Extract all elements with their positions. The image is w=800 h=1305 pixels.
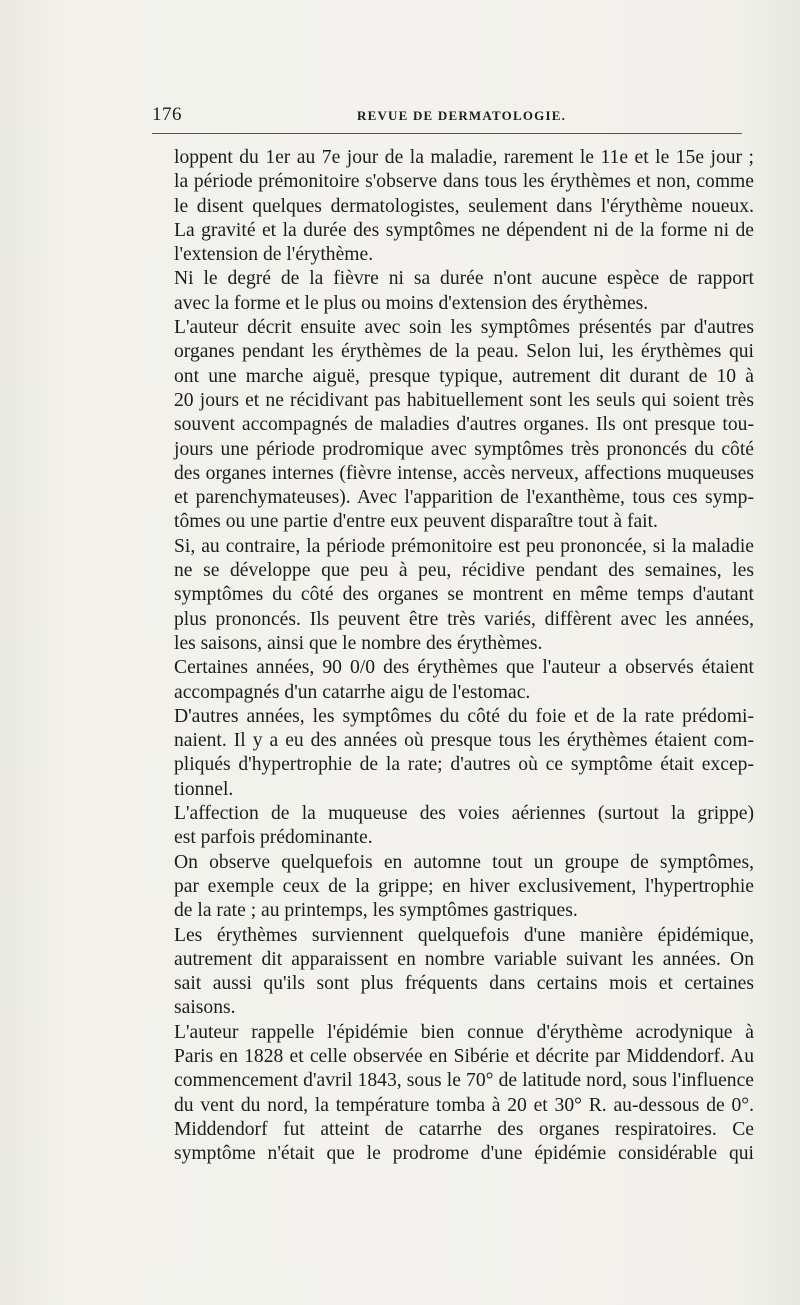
- text-line: et parenchymateuses). Avec l'apparition de l'exanthème, tous ces symp-: [174, 487, 754, 509]
- text-line: souvent accompagnés de maladies d'autres organes. Ils ont presque tou-: [174, 414, 754, 436]
- text-line: naient. Il y a eu des années où presque tous les érythèmes étaient com-: [174, 730, 754, 752]
- paragraph: [152, 146, 754, 267]
- text-line: du vent du nord, la température tomba à 20 et 30° R. au-dessous de 0°.: [174, 1094, 754, 1116]
- text-line: loppent du 1er au 7e jour de la maladie, rarement le 11e et le 15e jour ;: [174, 147, 754, 168]
- text-line: Les érythèmes surviennent quelquefois d'une manière épidémique,: [174, 924, 754, 946]
- header-rule: [152, 133, 742, 134]
- text-line: commencement d'avril 1843, sous le 70° de latitude nord, sous l'influence: [174, 1070, 754, 1092]
- text-line: Middendorf fut atteint de catarrhe des organes respiratoires. Ce: [174, 1118, 754, 1140]
- body-text: [152, 146, 754, 1166]
- text-line: organes pendant les érythèmes de la peau. Selon lui, les érythèmes qui: [174, 341, 754, 363]
- text-line: L'auteur décrit ensuite avec soin les symptômes présentés par d'autres: [174, 317, 754, 339]
- paragraph: [152, 802, 754, 851]
- text-line: 20 jours et ne récidivant pas habituellement sont les seuls qui soient très: [174, 389, 754, 411]
- text-line: ont une marche aiguë, presque typique, autrement dit durant de 10 à: [174, 365, 754, 387]
- paragraph: [152, 656, 754, 705]
- paragraph: [152, 316, 754, 535]
- text-line: l'extension de l'érythème.: [174, 244, 374, 266]
- text-line: On observe quelquefois en automne tout un groupe de symptômes,: [174, 851, 754, 873]
- text-line: autrement dit apparaissent en nombre variable suivant les années. On: [174, 948, 754, 970]
- paragraph: [152, 267, 754, 316]
- text-line: pliqués d'hypertrophie de la rate; d'autres où ce symptôme était excep-: [174, 754, 754, 776]
- text-line: L'auteur rappelle l'épidémie bien connue d'érythème acrodynique à: [174, 1021, 754, 1043]
- text-line: Certaines années, 90 0/0 des érythèmes que l'auteur a observés étaient: [174, 657, 754, 679]
- text-line: L'affection de la muqueuse des voies aériennes (surtout la grippe): [174, 803, 754, 825]
- page-number: 176: [152, 104, 182, 125]
- text-line: plus prononcés. Ils peuvent être très variés, diffèrent avec les années,: [174, 608, 754, 630]
- text-line: le disent quelques dermatologistes, seulement dans l'érythème noueux.: [174, 195, 754, 217]
- text-line: est parfois prédominante.: [174, 827, 373, 849]
- text-line: avec la forme et le plus ou moins d'extension des érythèmes.: [174, 292, 649, 314]
- paragraph: [152, 851, 754, 924]
- text-line: symptômes du côté des organes se montrent en même temps d'autant: [174, 584, 754, 606]
- paragraph: [152, 705, 754, 802]
- text-line: D'autres années, les symptômes du côté du foie et de la rate prédomi-: [174, 705, 754, 727]
- text-line: les saisons, ainsi que le nombre des érythèmes.: [174, 632, 543, 654]
- text-line: jours une période prodromique avec symptômes très prononcés du côté: [174, 438, 754, 460]
- text-line: par exemple ceux de la grippe; en hiver exclusivement, l'hypertrophie: [174, 875, 754, 897]
- text-line: de la rate ; au printemps, les symptômes gastriques.: [174, 900, 578, 922]
- text-line: tionnel.: [174, 778, 234, 800]
- page-header: [152, 104, 754, 128]
- text-line: accompagnés d'un catarrhe aigu de l'estomac.: [174, 681, 531, 703]
- text-line: des organes internes (fièvre intense, accès nerveux, affections muqueuses: [174, 462, 754, 484]
- paragraph: [152, 1021, 754, 1167]
- text-line: la période prémonitoire s'observe dans tous les érythèmes et non, comme: [174, 171, 754, 193]
- paragraph: [152, 924, 754, 1021]
- text-line: symptôme n'était que le prodrome d'une épidémie considérable qui: [174, 1143, 754, 1165]
- text-line: La gravité et la durée des symptômes ne dépendent ni de la forme ni de: [174, 219, 754, 241]
- text-line: sait aussi qu'ils sont plus fréquents dans certains mois et certaines: [174, 973, 754, 995]
- text-line: Paris en 1828 et celle observée en Sibérie et décrite par Middendorf. Au: [174, 1045, 754, 1067]
- running-head: REVUE DE DERMATOLOGIE.: [357, 108, 567, 123]
- text-line: Si, au contraire, la période prémonitoire est peu prononcée, si la maladie: [174, 535, 754, 557]
- text-line: ne se développe que peu à peu, récidive pendant des semaines, les: [174, 560, 754, 582]
- text-line: Ni le degré de la fièvre ni sa durée n'ont aucune espèce de rapport: [174, 268, 754, 290]
- text-line: saisons.: [174, 997, 236, 1019]
- paragraph: [152, 535, 754, 656]
- text-line: tômes ou une partie d'entre eux peuvent disparaître tout à fait.: [174, 511, 658, 533]
